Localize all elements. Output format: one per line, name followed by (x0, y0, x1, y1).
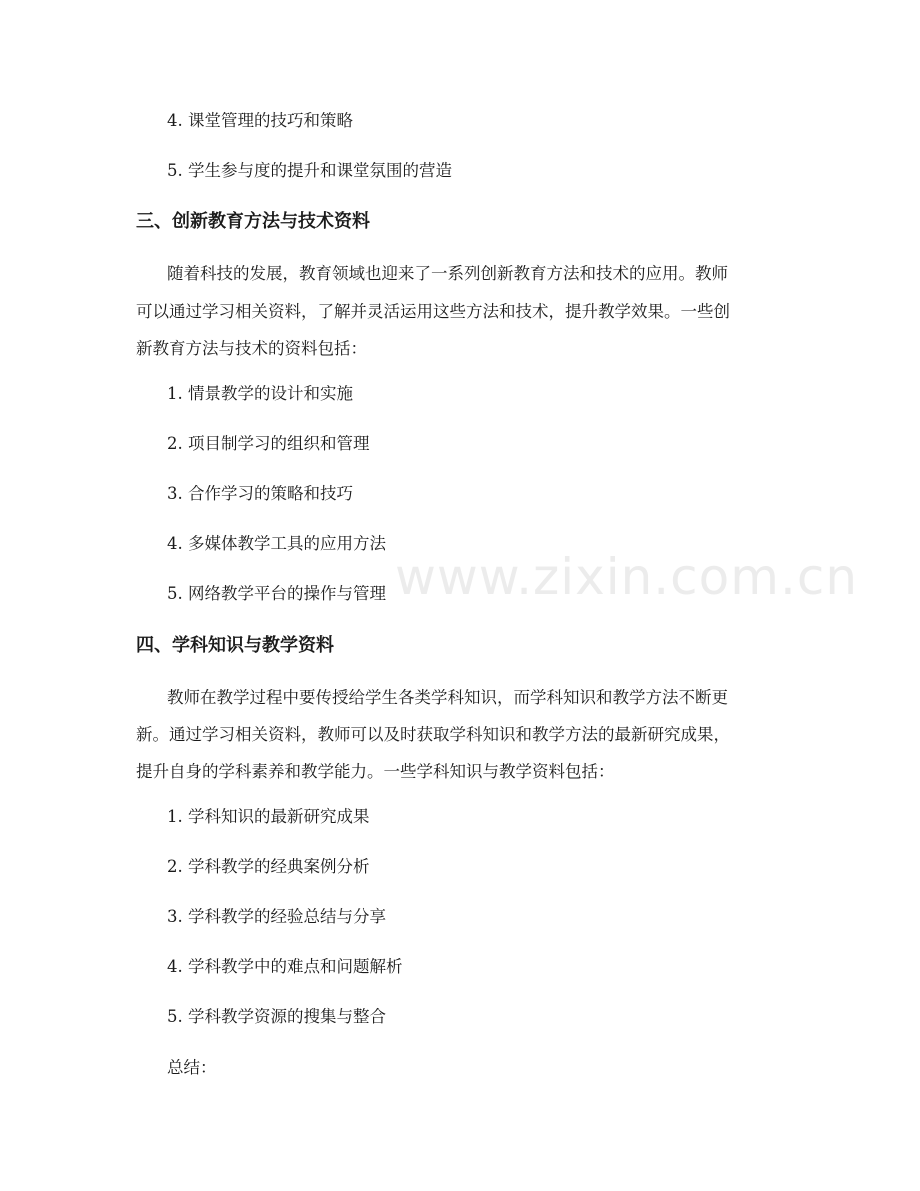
list-item: 4. 学科教学中的难点和问题解析 (167, 957, 403, 976)
section-heading: 三、创新教育方法与技术资料 (136, 211, 370, 232)
list-item: 5. 学生参与度的提升和课堂氛围的营造 (167, 161, 452, 180)
list-item: 2. 项目制学习的组织和管理 (167, 434, 370, 453)
list-item: 5. 学科教学资源的搜集与整合 (167, 1007, 386, 1026)
list-item: 3. 合作学习的策略和技巧 (167, 484, 353, 503)
paragraph-line: 随着科技的发展，教育领域也迎来了一系列创新教育方法和技术的应用。教师 (167, 264, 728, 283)
list-item: 2. 学科教学的经典案例分析 (167, 857, 370, 876)
paragraph-line: 可以通过学习相关资料，了解并灵活运用这些方法和技术，提升教学效果。一些创 (136, 302, 730, 321)
paragraph-line: 新教育方法与技术的资料包括： (136, 339, 367, 358)
list-item: 5. 网络教学平台的操作与管理 (167, 584, 386, 603)
list-item: 1. 学科知识的最新研究成果 (167, 807, 370, 826)
paragraph-line: 提升自身的学科素养和教学能力。一些学科知识与教学资料包括： (136, 762, 615, 781)
section-heading: 四、学科知识与教学资料 (136, 635, 334, 656)
paragraph-line: 新。通过学习相关资料，教师可以及时获取学科知识和教学方法的最新研究成果， (136, 725, 730, 744)
paragraph-line: 教师在教学过程中要传授给学生各类学科知识，而学科知识和教学方法不断更 (167, 688, 728, 707)
list-item: 3. 学科教学的经验总结与分享 (167, 907, 386, 926)
list-item: 4. 课堂管理的技巧和策略 (167, 111, 353, 130)
list-item: 1. 情景教学的设计和实施 (167, 384, 353, 403)
summary-label: 总结： (167, 1058, 217, 1077)
watermark-text: www.zixin.com.cn (395, 548, 859, 606)
list-item: 4. 多媒体教学工具的应用方法 (167, 534, 386, 553)
